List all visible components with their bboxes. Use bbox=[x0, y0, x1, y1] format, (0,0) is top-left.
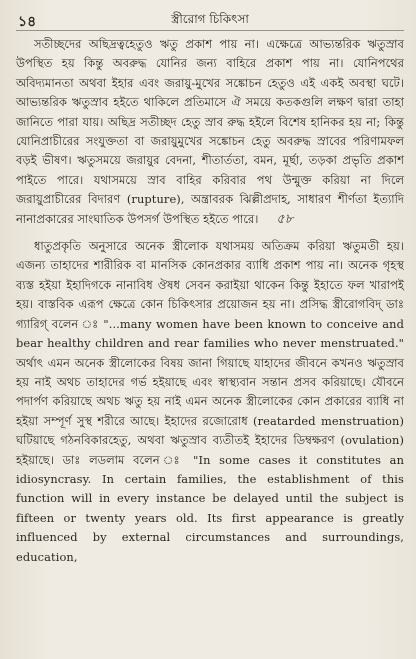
paragraph-2 bbox=[16, 237, 404, 567]
page-header bbox=[16, 8, 404, 31]
paragraph-1 bbox=[16, 35, 404, 229]
page-number: ১৪ bbox=[18, 14, 37, 30]
paragraph-1-text: সতীচ্ছদের অছিদ্রত্বহেতুও ঋতু প্রকাশ পায় না। এক্ষেত্রে আভ্যন্তরিক ঋতুস্রাব উপস্থিত হয় কিন্তু অবরুদ্ধ যোনির জন্য বাহিরে প্রকাশ পায় না। যোনিপথের অবিদ্যমানতা অথবা ইহার এবং জরায়ু-মুখের সঙ্কোচন হেতুও এই একই অবস্থা ঘটে। আভ্যন্তরিক ঋতুস্রাব হইতে থাকিলে প্রতিমাসে ঐ সময়ে কতকগুলি লক্ষণ দ্বারা তাহা জানিতে পারা যায়। অছিদ্র সতীচ্ছদ হেতু স্রাব রুদ্ধ হইলে বিশেষ হানিকর হয় না; কিন্তু যোনিপ্রাচীরের সংযুক্ততা বা জরায়ুমুখের সঙ্কোচন হেতু অবরুদ্ধ স্রাবের পরিণামফল বড়ই ভীষণ। ঋতুসময়ে জরায়ুর বেদনা, শীতার্ততা, বমন, মূর্ছা, তড়কা প্রভৃতি প্রকাশ পাইতে পারে। যথাসময়ে স্রাব বাহির করিবার পথ উন্মুক্ত করিয়া না দিলে জরায়ুপ্রাচীরের বিদারণ (rupture), অন্ত্রাবরক ঝিল্লীপ্রদাহ, সাধারণ শীর্ণতা ইত্যাদি নানাপ্রকারের সাংঘাতিক উপসর্গ উপস্থিত হইতে পারে। bbox=[16, 37, 404, 226]
paragraph-2-text: ধাতুপ্রকৃতি অনুসারে অনেক স্ত্রীলোক যথাসময় অতিক্রম করিয়া ঋতুমতী হয়। এজন্য তাহাদের শারীরিক বা মানসিক কোনপ্রকার ব্যাধি প্রকাশ পায় না। অনেক গৃহস্থ ব্যস্ত হইয়া ইহাদিগকে নানাবিধ ঔষধ সেবন করাইয়া থাকেন কিন্তু ইহাতে ফল খারাপই হয়। বাস্তবিক এরূপ ক্ষেত্রে কোন চিকিৎসার প্রয়োজন হয় না। প্রসিদ্ধ স্ত্রীরোগবিদ্ ডাঃ গ্যারিগ্ বলেন ঃ "...many women have been known to conceive and bear healthy children and rear families who never menstruated." অর্থাৎ এমন অনেক স্ত্রীলোকের বিষয় জানা গিয়াছে যাহাদের জীবনে কখনও ঋতুস্রাব হয় নাই অথচ তাহাদের গর্ভ হইয়াছে এবং স্বাস্থ্যবান সন্তান প্রসব করিয়াছে। যৌবনে পদার্পণ করিয়াছে অথচ ঋতু হয় নাই এমন অনেক স্ত্রীলোকের কোন প্রকারের ব্যাধি না হইয়া সম্পূর্ণ সুস্থ শরীরে আছে। ইহাদের রজোরোধ (reatarded menstruation) ঘটিয়াছে গঠনবিকারহেতু, অথবা ঋতুস্রাব ব্যতীতই ইহাদের ডিম্বক্ষরণ (ovulation) হইয়াছে। ডাঃ লডলাম বলেন ঃ "In some cases it constitutes an idiosyncrasy. In certain families, the establishment of this function will in every instance be delayed until the subject is fifteen or twenty years old. Its first appearance is greatly influenced by external circumstances and surroundings, education, bbox=[16, 239, 404, 564]
running-title: স্ত্রীরোগ চিকিৎসা bbox=[171, 12, 249, 26]
margin-note: ৫৮ bbox=[276, 211, 294, 227]
